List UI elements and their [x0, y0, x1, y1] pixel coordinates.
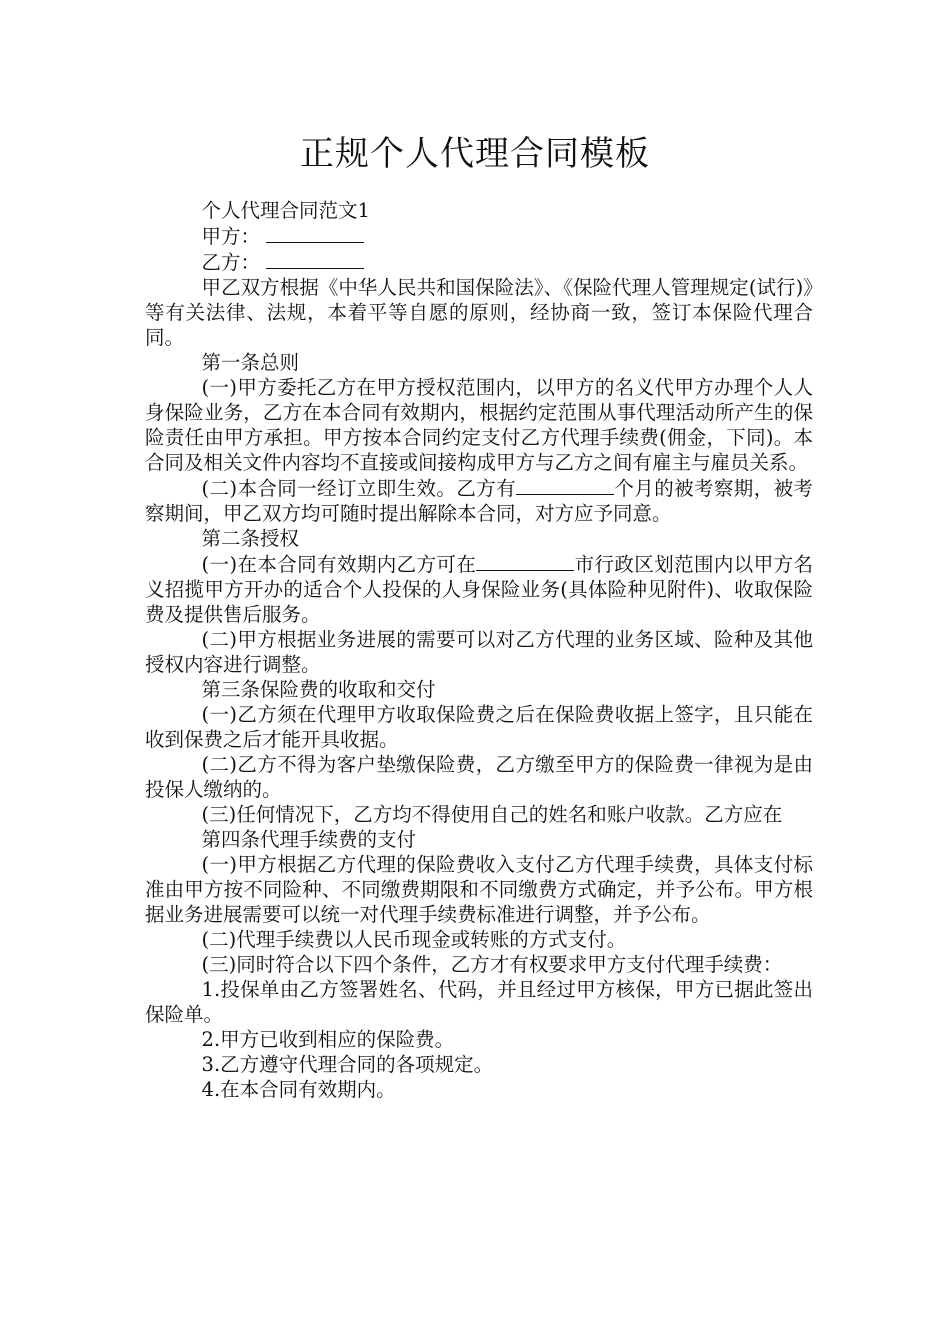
document-body	[145, 198, 813, 1102]
article-2-clause-2: (二)甲方根据业务进展的需要可以对乙方代理的业务区域、险种及其他授权内容进行调整。	[145, 628, 813, 676]
article-3-clause-1: (一)乙方须在代理甲方收取保险费之后在保险费收据上签字，且只能在收到保费之后才能开具收据。	[145, 703, 813, 751]
article-1-clause-2-part-b: 个月的被考察期，被考察期间，甲乙双方均可随时提出解除本合同，对方应予同意。	[145, 477, 813, 525]
party-b-line	[145, 249, 813, 275]
condition-3: 3.乙方遵守代理合同的各项规定。	[201, 1053, 494, 1076]
party-b-label: 乙方：	[201, 251, 261, 274]
intro-paragraph: 甲乙双方根据《中华人民共和国保险法》、《保险代理人管理规定(试行)》等有关法律、法规，本着平等自愿的原则，经协商一致，签订本保险代理合同。	[145, 276, 813, 349]
article-4-clause-1: (一)甲方根据乙方代理的保险费收入支付乙方代理手续费，具体支付标准由甲方按不同险种、不同缴费期限和不同缴费方式确定，并予公布。甲方根据业务进展需要可以统一对代理手续费标准进行调整，并予公布。	[145, 853, 813, 926]
condition-2: 2.甲方已收到相应的保险费。	[201, 1028, 455, 1051]
article-2-clause-1-part-b: 市行政区划范围内以甲方名义招揽甲方开办的适合个人投保的人身保险业务(具体险种见附件)、收取保险费及提供售后服务。	[145, 553, 813, 626]
article-2-clause-1-part-a: (一)在本合同有效期内乙方可在	[201, 553, 477, 576]
article-1-clause-1: (一)甲方委托乙方在甲方授权范围内，以甲方的名义代甲方办理个人人身保险业务，乙方在本合同有效期内，根据约定范围从事代理活动所产生的保险责任由甲方承担。甲方按本合同约定支付乙方代理手续费(佣金，下同)。本合同及相关文件内容均不直接或间接构成甲方与乙方之间有雇主与雇员关系。	[145, 376, 813, 474]
party-b-blank	[266, 249, 364, 269]
probation-months-blank	[516, 475, 614, 495]
party-a-line	[145, 223, 813, 249]
article-4-title: 第四条代理手续费的支付	[201, 828, 417, 851]
article-3-clause-2: (二)乙方不得为客户垫缴保险费，乙方缴至甲方的保险费一律视为是由投保人缴纳的。	[145, 753, 813, 801]
article-3-clause-3: (三)任何情况下，乙方均不得使用自己的姓名和账户收款。乙方应在	[201, 803, 783, 826]
city-blank	[476, 551, 574, 571]
condition-1: 1.投保单由乙方签署姓名、代码，并且经过甲方核保，甲方已据此签出保险单。	[145, 978, 813, 1026]
article-3-title: 第三条保险费的收取和交付	[201, 678, 436, 701]
party-a-label: 甲方：	[201, 225, 261, 248]
article-2-clause-1	[145, 551, 813, 627]
article-2-title: 第二条授权	[201, 527, 300, 550]
article-4-clause-2: (二)代理手续费以人民币现金或转账的方式支付。	[201, 928, 627, 951]
article-1-clause-2	[145, 475, 813, 526]
subtitle: 个人代理合同范文1	[201, 199, 370, 222]
party-a-blank	[266, 223, 364, 243]
article-4-clause-3: (三)同时符合以下四个条件，乙方才有权要求甲方支付代理手续费：	[201, 953, 783, 976]
article-1-title: 第一条总则	[201, 351, 300, 374]
document-title: 正规个人代理合同模板	[300, 134, 650, 174]
condition-4: 4.在本合同有效期内。	[201, 1078, 396, 1101]
article-1-clause-2-part-a: (二)本合同一经订立即生效。乙方有	[201, 477, 517, 500]
